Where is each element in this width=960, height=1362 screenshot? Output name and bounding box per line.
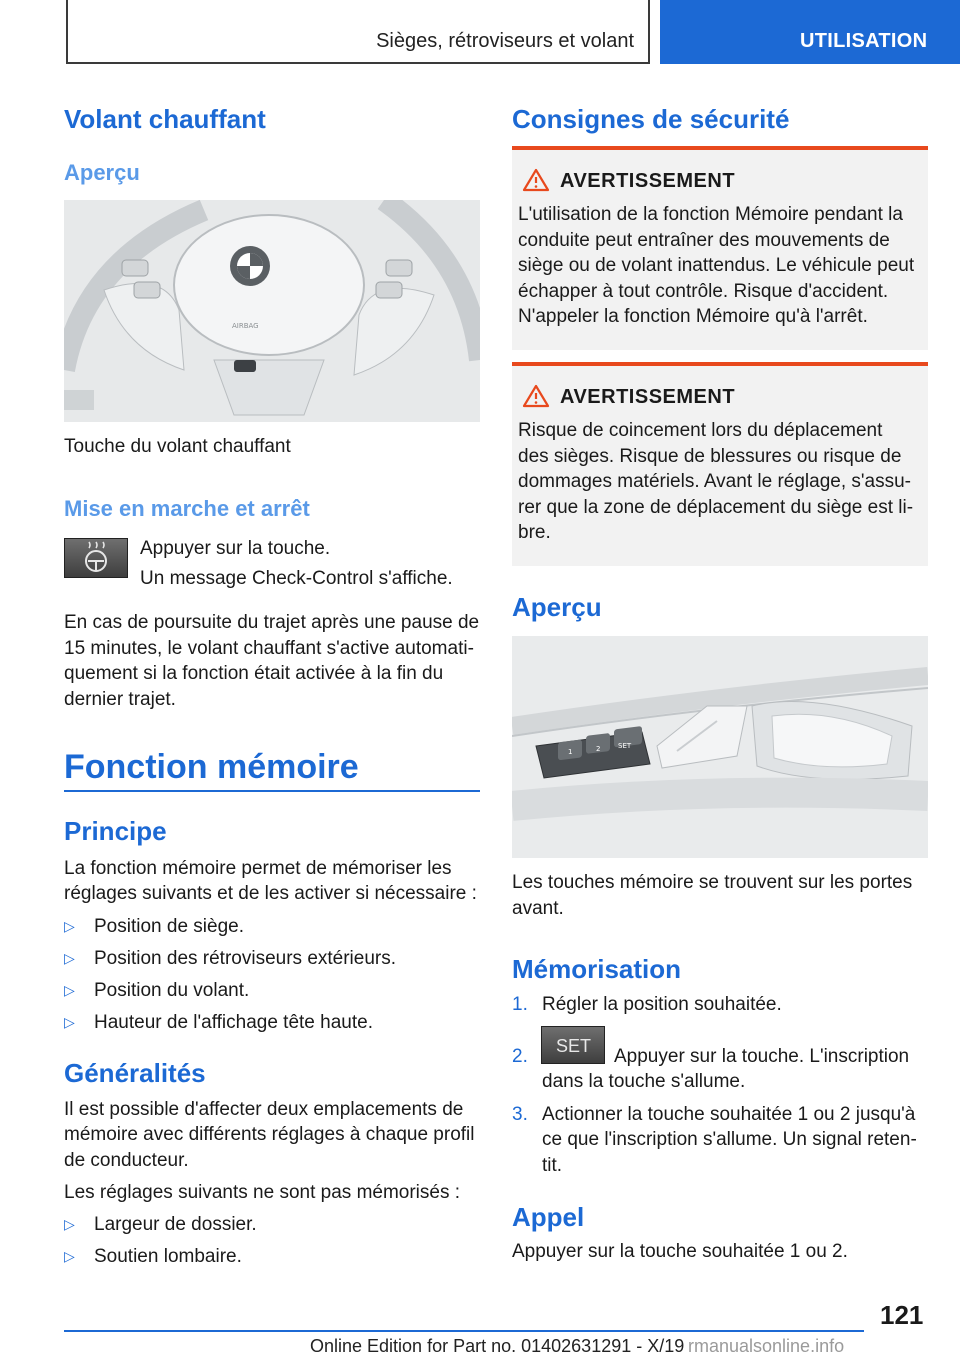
warning-text-2: Risque de coincement lors du déplacement des sièges. Risque de blessures ou risque de dommages matériels. Avant le réglage, s'assu‐ rer que la zone de déplacement du siège est li‐ bre.: [518, 420, 914, 543]
memory-title-rule: [64, 790, 480, 792]
memorize-title: Mémorisation: [512, 954, 682, 984]
bullet-triangle-icon: ▷: [64, 1014, 75, 1030]
step3-line3: tit.: [542, 1155, 563, 1176]
airbag-text: AIRBAG: [232, 322, 259, 330]
general-line3: de conducteur.: [64, 1150, 189, 1171]
photo-key-set-text: SET: [618, 742, 632, 750]
not-saved-line: Les réglages suivants ne sont pas mémorisés :: [64, 1182, 461, 1203]
apercu-title-right: Aperçu: [512, 592, 602, 622]
door-memory-buttons-photo: [512, 636, 928, 858]
warning-label-1: AVERTISSEMENT: [560, 170, 736, 192]
resume-line3: quement si la fonction était activée à la fin du: [64, 663, 444, 684]
general-title: Généralités: [64, 1058, 206, 1088]
safety-title: Consignes de sécurité: [512, 104, 790, 134]
apercu-subtitle-left: Aperçu: [64, 160, 140, 185]
steering-wheel-illustration: [64, 200, 480, 422]
footer-edition: Online Edition for Part no. 01402631291 - X/19: [310, 1336, 685, 1356]
warning-box-1: [512, 146, 928, 350]
set-button[interactable]: [541, 1026, 605, 1064]
bullet-triangle-icon: ▷: [64, 918, 75, 934]
header-chapter-tab[interactable]: [660, 0, 960, 64]
footer-watermark: rmanualsonline.info: [688, 1336, 845, 1356]
steering-wheel-photo: [64, 200, 480, 422]
photo-key-1-text: 1: [568, 748, 573, 756]
heated-wheel-button[interactable]: [64, 538, 128, 578]
page-number: 121: [880, 1300, 924, 1330]
header-chapter-label: UTILISATION: [800, 30, 928, 52]
door-caption-line2: avant.: [512, 898, 564, 919]
heated-wheel-icon: [65, 539, 127, 577]
resume-line4: dernier trajet.: [64, 689, 176, 710]
memory-function-title: Fonction mémoire: [64, 748, 359, 786]
onoff-title: Mise en marche et arrêt: [64, 496, 310, 521]
resume-line2: 15 minutes, le volant chauffant s'active automati‐: [64, 638, 474, 659]
general-line1: Il est possible d'affecter deux emplacements de: [64, 1099, 464, 1120]
warning-label-2: AVERTISSEMENT: [560, 386, 736, 408]
warning-box-2: [512, 362, 928, 566]
principle-line2: réglages suivants et de les activer si nécessaire :: [64, 883, 477, 904]
heated-wheel-title: Volant chauffant: [64, 104, 266, 134]
door-caption-line1: Les touches mémoire se trouvent sur les portes: [512, 872, 913, 893]
bullet-triangle-icon: ▷: [64, 982, 75, 998]
footer-rule: [64, 1330, 864, 1332]
warning-triangle-icon: [522, 384, 550, 408]
step2-line1: Appuyer sur la touche. L'inscription: [614, 1046, 910, 1067]
heated-wheel-key-photo: [234, 360, 256, 372]
wheel-caption: Touche du volant chauffant: [64, 436, 291, 457]
onoff-line1: Appuyer sur la touche.: [140, 538, 331, 559]
onoff-line2: Un message Check-Control s'affiche.: [140, 568, 453, 589]
step3-line2: ce que l'inscription s'allume. Un signal reten‐: [542, 1129, 917, 1150]
bullet-triangle-icon: ▷: [64, 1248, 75, 1264]
resume-line1: En cas de poursuite du trajet après une pause de: [64, 612, 480, 633]
set-button-label: SET: [556, 1036, 592, 1056]
principle-line1: La fonction mémoire permet de mémoriser les: [64, 858, 452, 879]
general-line2: mémoire avec différents réglages à chaque profil: [64, 1124, 475, 1145]
door-panel-illustration: [512, 636, 928, 858]
warning-triangle-icon: [522, 168, 550, 192]
photo-key-2-text: 2: [596, 745, 601, 753]
warning-text-1: L'utilisation de la fonction Mémoire pendant la conduite peut entraîner des mouvements de siège ou de volant inattendus. Le véhicule peut échapper à tout contrôle. Risque d'accident. N'appeler la fonction Mémoire qu'à l'arrêt.: [518, 204, 915, 327]
header-section-title: Sièges, rétroviseurs et volant: [376, 30, 634, 52]
step2-line2: dans la touche s'allume.: [542, 1071, 746, 1092]
principle-title: Principe: [64, 816, 167, 846]
call-title: Appel: [512, 1202, 585, 1232]
header-section-box: [66, 0, 650, 64]
bullet-triangle-icon: ▷: [64, 1216, 75, 1232]
call-text: Appuyer sur la touche souhaitée 1 ou 2.: [512, 1241, 848, 1262]
bullet-triangle-icon: ▷: [64, 950, 75, 966]
